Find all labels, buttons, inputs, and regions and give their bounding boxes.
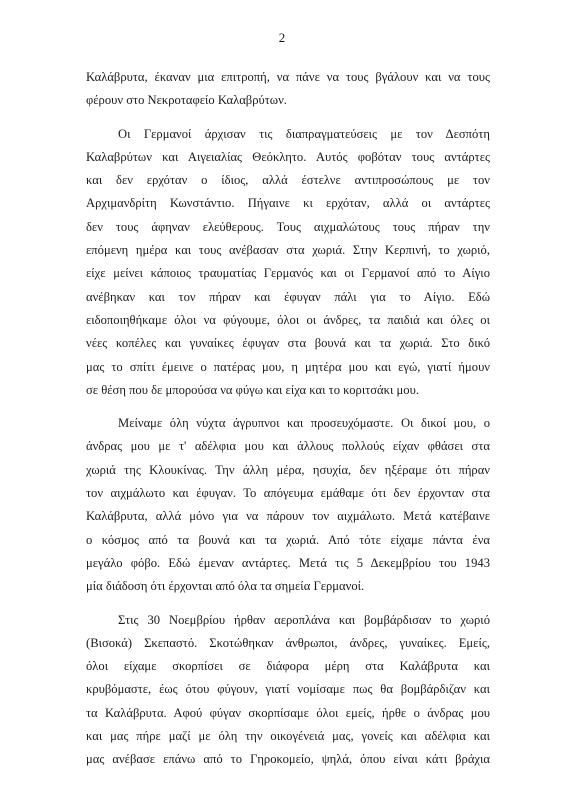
text-line: είχε μείνει κάποιος τραυματίας Γερμανός και οι Γερμανοί από το Αίγιο: [86, 266, 490, 281]
text-line: και δεν ερχόταν ο ίδιος, αλλά έστελνε αντιπροσώπους με τον: [86, 173, 490, 188]
text-line: επόμενη ημέρα και τους ανέβασαν στα χωριά. Στην Κερπινή, το χωριό,: [86, 243, 490, 258]
text-line: Καλάβρυτα, έκαναν μια επιτροπή, να πάνε να τους βγάλουν και να τους: [86, 70, 490, 84]
text-line: ο κόσμος από τα βουνά και τα χωριά. Από τότε είχαμε πάντα ένα: [86, 532, 490, 547]
text-line: κρυβόμαστε, έως ότου φύγουν, γιατί νομίσαμε πως θα βομβάρδιζαν και: [86, 682, 490, 697]
paragraph: [86, 123, 490, 403]
paragraph: [86, 609, 490, 772]
text-line: (Βισοκά) Σκεπαστό. Σκοτώθηκαν άνθρωποι, άνδρες, γυναίκες. Εμείς,: [86, 635, 490, 650]
text-line: σε θέση που δε μπορούσα να φύγω και είχα και το κοριτσάκι μου.: [86, 382, 419, 397]
text-line: τα Καλάβρυτα. Αφού φύγαν σκορπίσαμε όλοι εμείς, ήρθε ο άνδρας μου: [86, 705, 490, 720]
text-line: μεγάλο φόβο. Εδώ έμεναν αντάρτες. Μετά τις 5 Δεκεμβρίου του 1943: [86, 555, 490, 570]
text-line: ανέβηκαν και τον πήραν και έφυγαν πάλι για το Αίγιο. Εδώ: [86, 289, 490, 304]
text-line: Μείναμε όλη νύχτα άγρυπνοι και προσευχόμαστε. Οι δικοί μου, ο: [118, 416, 490, 431]
text-line: ειδοποιηθήκαμε όλοι να φύγουμε, όλοι οι άνδρες, τα παιδιά και όλες οι: [86, 312, 490, 327]
paragraph: [86, 66, 490, 113]
text-line: Αρχιμανδρίτη Κωνστάντιο. Πήγαινε κι ερχόταν, αλλά οι αντάρτες: [86, 196, 490, 211]
text-line: φέρουν στο Νεκροταφείο Καλαβρύτων.: [86, 93, 287, 108]
text-line: άνδρας μου με τ' αδέλφια μου και άλλους πολλούς είχαν φθάσει στα: [86, 439, 490, 454]
text-line: όλοι είχαμε σκορπίσει σε διάφορα μέρη στα Καλάβρυτα και: [86, 659, 490, 674]
text-line: δεν τους άφηναν ελεύθερους. Τους αιχμαλώτους τους πήραν την: [86, 219, 490, 234]
text-line: μας ανέβασε επάνω από το Γηροκομείο, ψηλά, όπου είναι κάτι βράχια: [86, 752, 490, 767]
text-line: μία διάδοση ότι έρχονται από όλα τα σημεία Γερμανοί.: [86, 579, 365, 594]
text-line: Οι Γερμανοί άρχισαν τις διαπραγματεύσεις με τον Δεσπότη: [118, 126, 490, 141]
text-line: Καλάβρυτα, αλλά μόνο για να πάρουν τον αιχμάλωτο. Μετά κατέβαινε: [86, 509, 490, 524]
text-line: και μας πήρε μαζί με όλη την οικογένειά μας, γονείς και αδέλφια και: [86, 729, 490, 744]
body-text: [86, 66, 490, 782]
text-line: μας το σπίτι έμεινε ο πατέρας μου, η μητέρα μου και εγώ, γιατί ήμουν: [86, 359, 490, 374]
text-line: χωριά της Κλουκίνας. Την άλλη μέρα, ησυχία, δεν ηξέραμε ότι πήραν: [86, 462, 490, 477]
text-line: Στις 30 Νοεμβρίου ήρθαν αεροπλάνα και βομβάρδισαν το χωριό: [118, 612, 490, 627]
text-line: Καλαβρύτων και Αιγειαλίας Θεόκλητο. Αυτός φοβόταν τους αντάρτες: [86, 149, 490, 164]
text-line: τον αιχμάλωτο και έφυγαν. Το απόγευμα εμάθαμε ότι δεν έρχονταν στα: [86, 486, 490, 501]
paragraph: [86, 412, 490, 598]
text-line: νέες κοπέλες και γυναίκες έφυγαν στα βουνά και τα χωριά. Στο δικό: [86, 336, 490, 351]
page-number: 2: [278, 30, 286, 45]
